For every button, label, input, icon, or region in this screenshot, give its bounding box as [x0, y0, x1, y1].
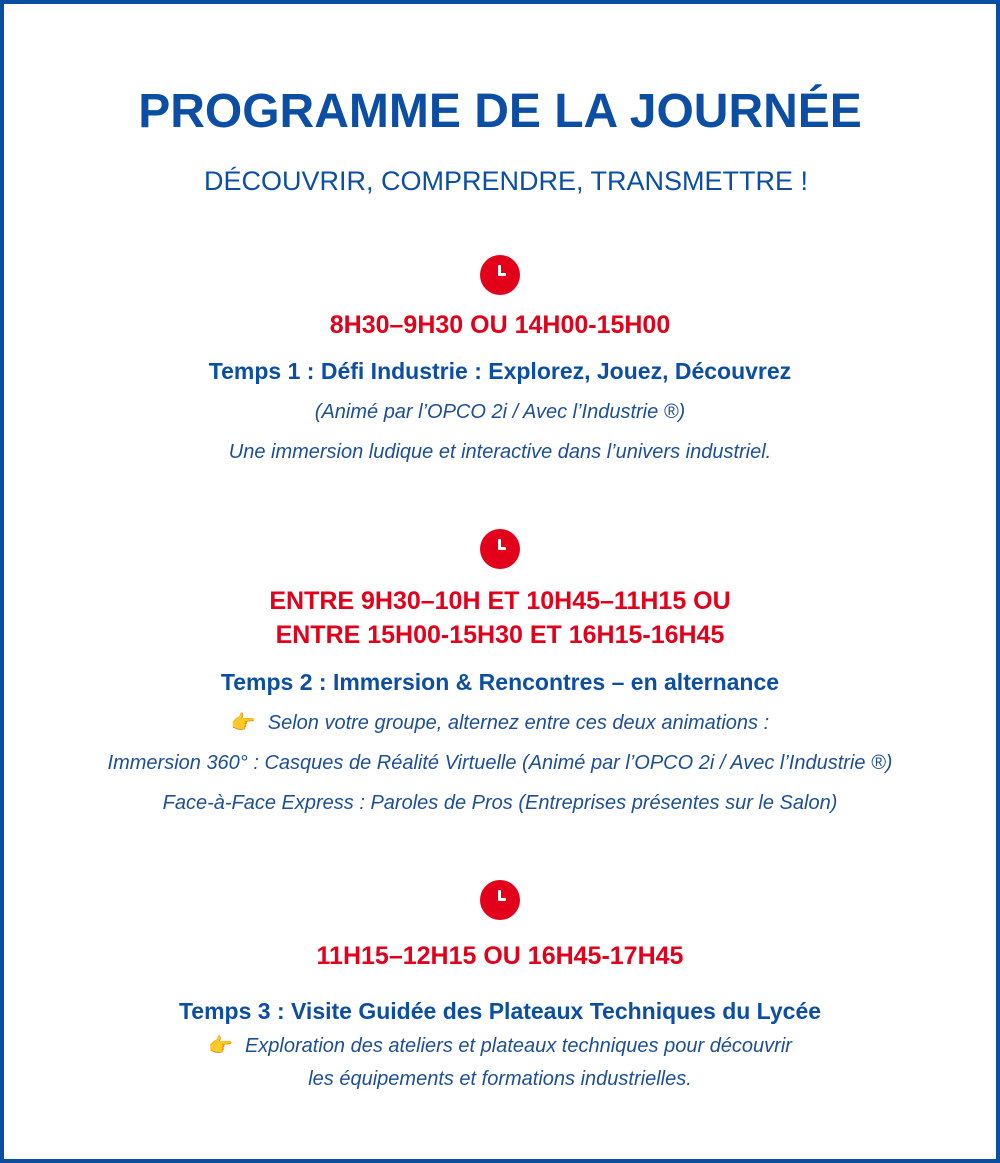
pointing-hand-icon: 👉	[208, 1035, 233, 1057]
step-3-time: 11H15–12H15 OU 16H45-17H45	[316, 942, 684, 970]
step-2-instruction	[4, 710, 996, 736]
step-1-title: Temps 1 : Défi Industrie : Explorez, Jouez, Découvrez	[208, 358, 792, 384]
step-2-instruction-text: Selon votre groupe, alternez entre ces deux animations :	[267, 712, 770, 734]
step-2-title: Temps 2 : Immersion & Rencontres – en alternance	[220, 669, 780, 695]
clock-icon	[480, 255, 520, 295]
step-1-organizer: (Animé par l’OPCO 2i / Avec l’Industrie ®)	[314, 401, 686, 423]
clock-icon	[480, 529, 520, 569]
page-subtitle: DÉCOUVRIR, COMPRENDRE, TRANSMETTRE !	[203, 166, 809, 196]
step-1-time: 8H30–9H30 OU 14H00-15H00	[329, 311, 671, 339]
step-1-description: Une immersion ludique et interactive dans l’univers industriel.	[228, 441, 772, 463]
step-3-description-text: Exploration des ateliers et plateaux techniques pour découvrir	[244, 1035, 792, 1057]
step-3-title: Temps 3 : Visite Guidée des Plateaux Techniques du Lycée	[178, 998, 822, 1024]
step-2-time-line-1: ENTRE 9H30–10H ET 10H45–11H15 OU	[269, 587, 731, 615]
step-2-activity-vr: Immersion 360° : Casques de Réalité Virtuelle (Animé par l’OPCO 2i / Avec l’Industrie ®)	[107, 752, 893, 774]
step-3-description	[4, 1033, 996, 1059]
page-title: PROGRAMME DE LA JOURNÉE	[138, 85, 862, 138]
clock-icon	[480, 880, 520, 920]
pointing-hand-icon: 👉	[230, 712, 256, 734]
step-2-activity-pros: Face-à-Face Express : Paroles de Pros (Entreprises présentes sur le Salon)	[162, 792, 838, 814]
step-3-description-line-2: les équipements et formations industrielles.	[308, 1068, 692, 1090]
step-2-time-line-2: ENTRE 15H00-15H30 ET 16H15-16H45	[275, 621, 725, 649]
